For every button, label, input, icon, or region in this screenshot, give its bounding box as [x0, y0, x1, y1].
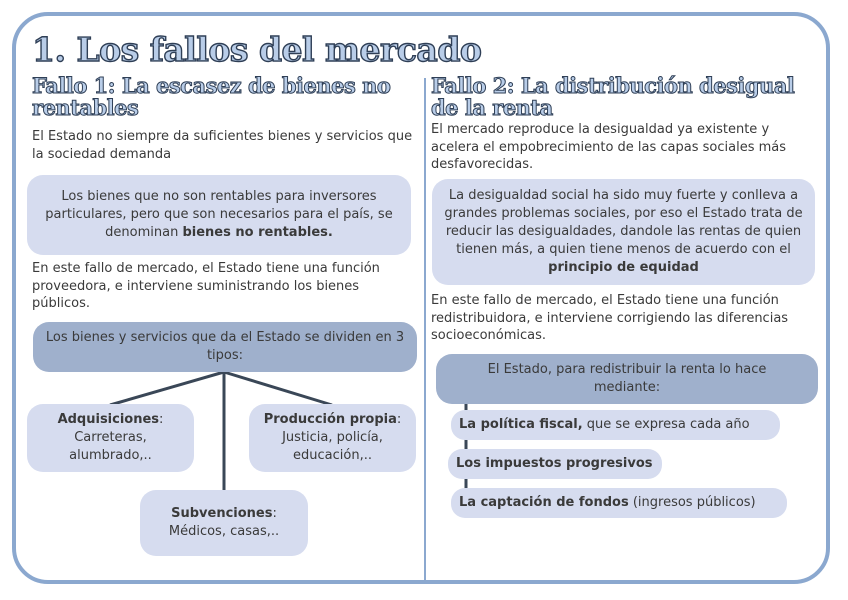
- left-paragraph: En este fallo de mercado, el Estado tiene una función proveedora, e interviene suministrando los bienes públicos.: [32, 261, 380, 311]
- type-name: Producción propia: [263, 412, 397, 427]
- left-tree-root: [33, 322, 417, 372]
- right-intro: El mercado reproduce la desigualdad ya existente y acelera el empobrecimiento de las capas sociales más desfavorecidas.: [431, 122, 787, 172]
- left-definition-bold: bienes no rentables.: [182, 225, 333, 240]
- right-heading: Fallo 2: La distribución desigual de la renta: [431, 73, 795, 120]
- type-name: Subvenciones: [171, 506, 273, 521]
- right-definition-box: [432, 179, 815, 285]
- left-tree-root-text: Los bienes y servicios que da el Estado se dividen en 3 tipos:: [45, 330, 405, 363]
- means-item-politica-fiscal: [451, 410, 780, 440]
- means-item-impuestos: [448, 449, 662, 479]
- left-definition-text: Los bienes que no son rentables para inversores particulares, pero que son necesarios para el país, se denominan: [45, 189, 393, 240]
- means-bold: La captación de fondos: [459, 495, 629, 510]
- type-detail: Médicos, casas,..: [168, 524, 280, 539]
- right-paragraph: En este fallo de mercado, el Estado tiene una función redistribuidora, e interviene corrigiendo las diferencias socioeconómicas.: [431, 293, 789, 343]
- means-rest: (ingresos públicos): [628, 495, 756, 510]
- type-box-subvenciones: Subvenciones: Médicos, casas,..: [140, 490, 308, 556]
- right-definition-bold: principio de equidad: [548, 260, 699, 275]
- means-bold: La política fiscal,: [459, 417, 583, 432]
- type-detail: Carreteras, alumbrado,..: [69, 430, 152, 463]
- type-box-adquisiciones: Adquisiciones: Carreteras, alumbrado,..: [27, 404, 194, 472]
- right-definition-text: La desigualdad social ha sido muy fuerte y conlleva a grandes problemas sociales, por eso el Estado trata de reducir las desigualdades, dandole las rentas de quien tienen más, a quien tiene menos de acuerdo con el: [444, 188, 803, 257]
- page-title: 1. Los fallos del mercado: [32, 30, 482, 69]
- left-intro: El Estado no siempre da suficientes bienes y servicios que la sociedad demanda: [32, 129, 413, 162]
- right-tree-root-text: El Estado, para redistribuir la renta lo hace mediante:: [487, 362, 767, 395]
- left-heading: Fallo 1: La escasez de bienes no rentables: [32, 73, 391, 120]
- type-detail: Justicia, policía, educación,..: [282, 430, 383, 463]
- means-rest: que se expresa cada año: [582, 417, 750, 432]
- means-bold: Los impuestos progresivos: [456, 456, 653, 471]
- right-tree-root: [436, 354, 818, 404]
- type-box-produccion-propia: Producción propia: Justicia, policía, educación,..: [249, 404, 416, 472]
- means-item-captacion: [451, 488, 787, 518]
- type-name: Adquisiciones: [57, 412, 160, 427]
